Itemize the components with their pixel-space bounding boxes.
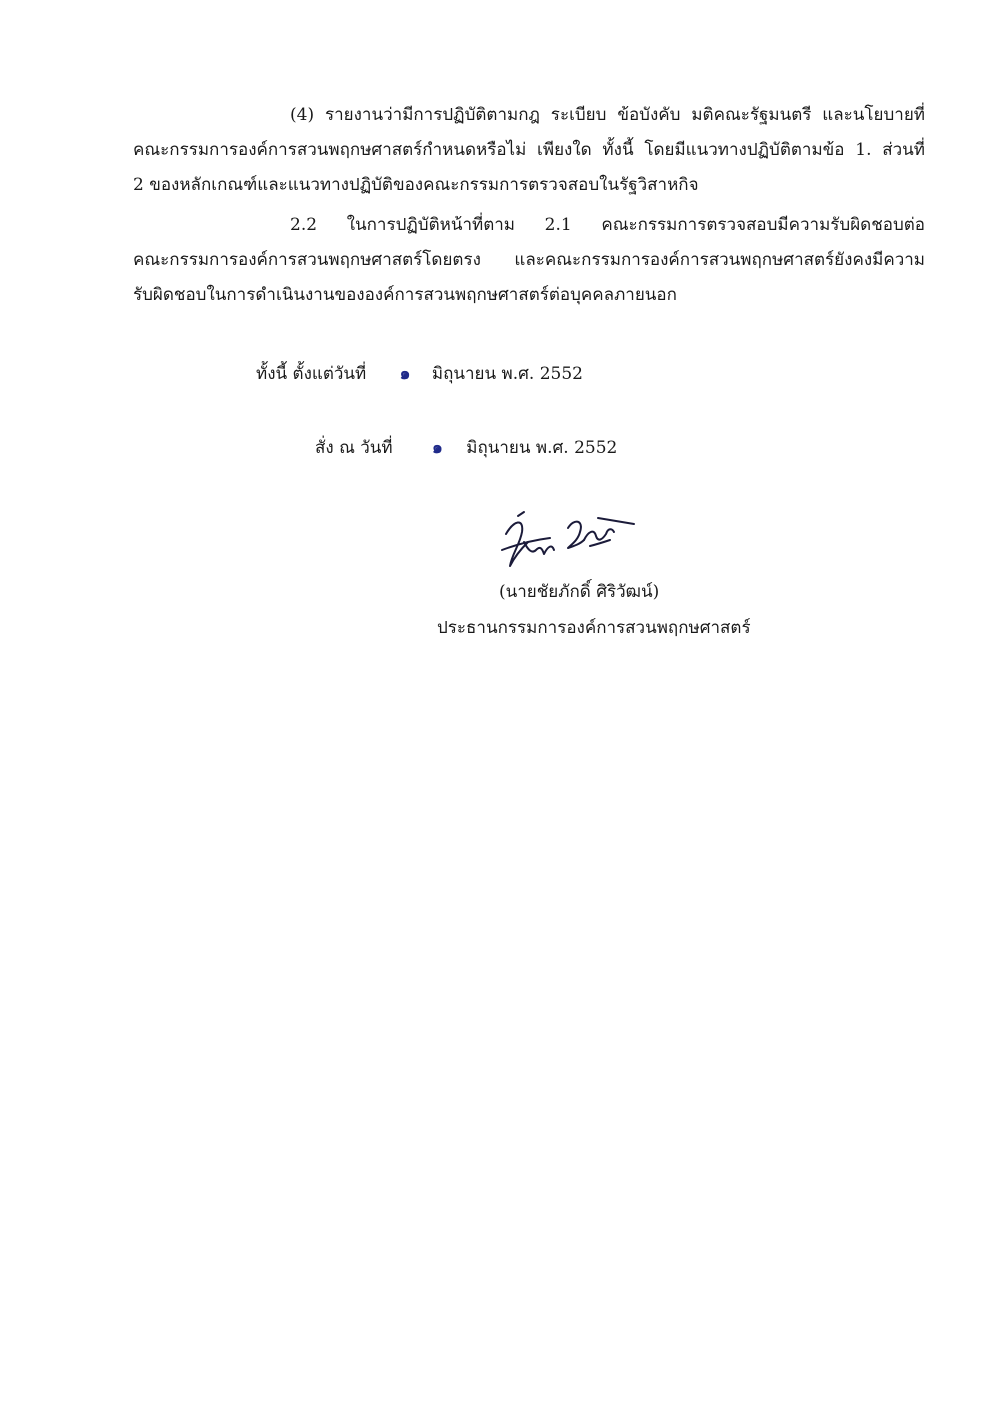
paragraph-line: (4) รายงานว่ามีการปฏิบัติตามกฎ ระเบียบ ข้อบังคับ มติคณะรัฐมนตรี และนโยบายที่ xyxy=(290,105,925,125)
order-day: ๑ xyxy=(432,438,443,458)
effective-date-line xyxy=(256,360,583,387)
paragraph-line: 2 ของหลักเกณฑ์และแนวทางปฏิบัติของคณะกรรมการตรวจสอบในรัฐวิสาหกิจ xyxy=(133,175,699,195)
paragraph-line: รับผิดชอบในการดำเนินงานขององค์การสวนพฤกษศาสตร์ต่อบุคคลภายนอก xyxy=(133,285,677,305)
order-date-line xyxy=(315,434,617,461)
paragraph-line: คณะกรรมการองค์การสวนพฤกษศาสตร์กำหนดหรือไม่ เพียงใด ทั้งนี้ โดยมีแนวทางปฏิบัติตามข้อ 1. ส่วนที่ xyxy=(133,140,925,160)
paragraph-item-2-2 xyxy=(133,208,925,313)
order-date-label: สั่ง ณ วันที่ xyxy=(315,438,393,458)
order-month-year: มิถุนายน พ.ศ. 2552 xyxy=(466,438,618,458)
paragraph-line: 2.2 ในการปฏิบัติหน้าที่ตาม 2.1 คณะกรรมการตรวจสอบมีความรับผิดชอบต่อ xyxy=(290,215,925,235)
effective-month-year: มิถุนายน พ.ศ. 2552 xyxy=(431,364,583,384)
signatory-title: ประธานกรรมการองค์การสวนพฤกษศาสตร์ xyxy=(437,618,751,638)
paragraph-line: คณะกรรมการองค์การสวนพฤกษศาสตร์โดยตรง และคณะกรรมการองค์การสวนพฤกษศาสตร์ยังคงมีความ xyxy=(133,250,925,270)
signatory-name: (นายชัยภักดิ์ ศิริวัฒน์) xyxy=(499,582,660,602)
paragraph-item-4 xyxy=(133,98,925,203)
handwritten-signature xyxy=(498,510,638,572)
effective-day: ๑ xyxy=(399,364,411,384)
effective-date-label: ทั้งนี้ ตั้งแต่วันที่ xyxy=(256,364,367,384)
